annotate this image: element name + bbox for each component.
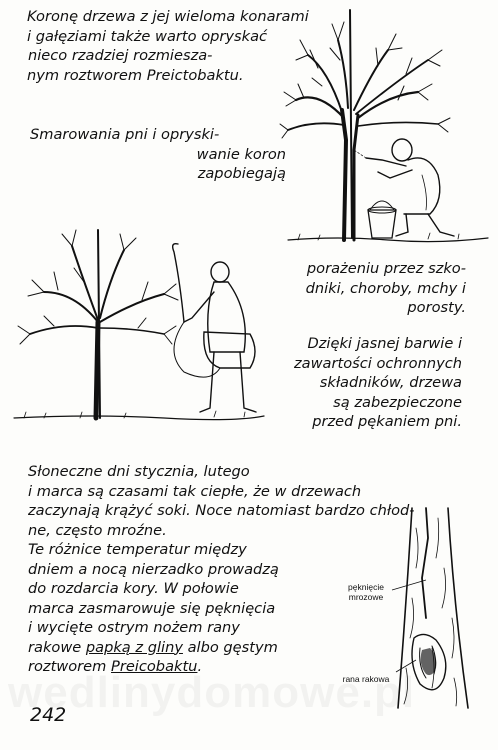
illustration-spraying-crown [278, 0, 498, 250]
text-damage: porażeniu przez szko- dniki, choroby, mchy i porosty. [305, 260, 466, 316]
text-smear: Smarowania pni i opryski- wanie koron zapobiegają [30, 126, 286, 182]
page-number: 242 [30, 704, 67, 726]
text-color: Dzięki jasnej barwie i zawartości ochronnych składników, drzewa są zabezpieczone przed pękaniem pni. [294, 335, 462, 430]
caption-frost-crack: pęknięcie mrozowe [348, 582, 384, 602]
text-line-preicobakt: roztworem Preicobaktu. [28, 658, 203, 675]
text-winter-narrow: Te różnice temperatur między dniem a nocą nierzadko prowadzą do rozdarcia kory. W połowie marca zasmarowuje się pęknięcia i wycięte ostrym nożem rany rakowe papką z gliny albo gęstym roztworem Preicobaktu. [28, 541, 279, 675]
caption-canker-wound: rana rakowa [342, 674, 390, 684]
illustration-sprayer-person [14, 222, 274, 422]
text-winter-wide: Słoneczne dni stycznia, lutego i marca są czasami tak ciepłe, że w drzewach zaczynają krążyć soki. Noce natomiast bardzo chłod- ne, często mroźne. [28, 463, 415, 539]
text-line-clay: rakowe papką z gliny albo gęstym [28, 638, 278, 656]
text-intro: Koronę drzewa z jej wieloma konarami i gałęziami także warto opryskać nieco rzadziej rozmiesza- nym roztworem Preictobaktu. [27, 8, 309, 84]
